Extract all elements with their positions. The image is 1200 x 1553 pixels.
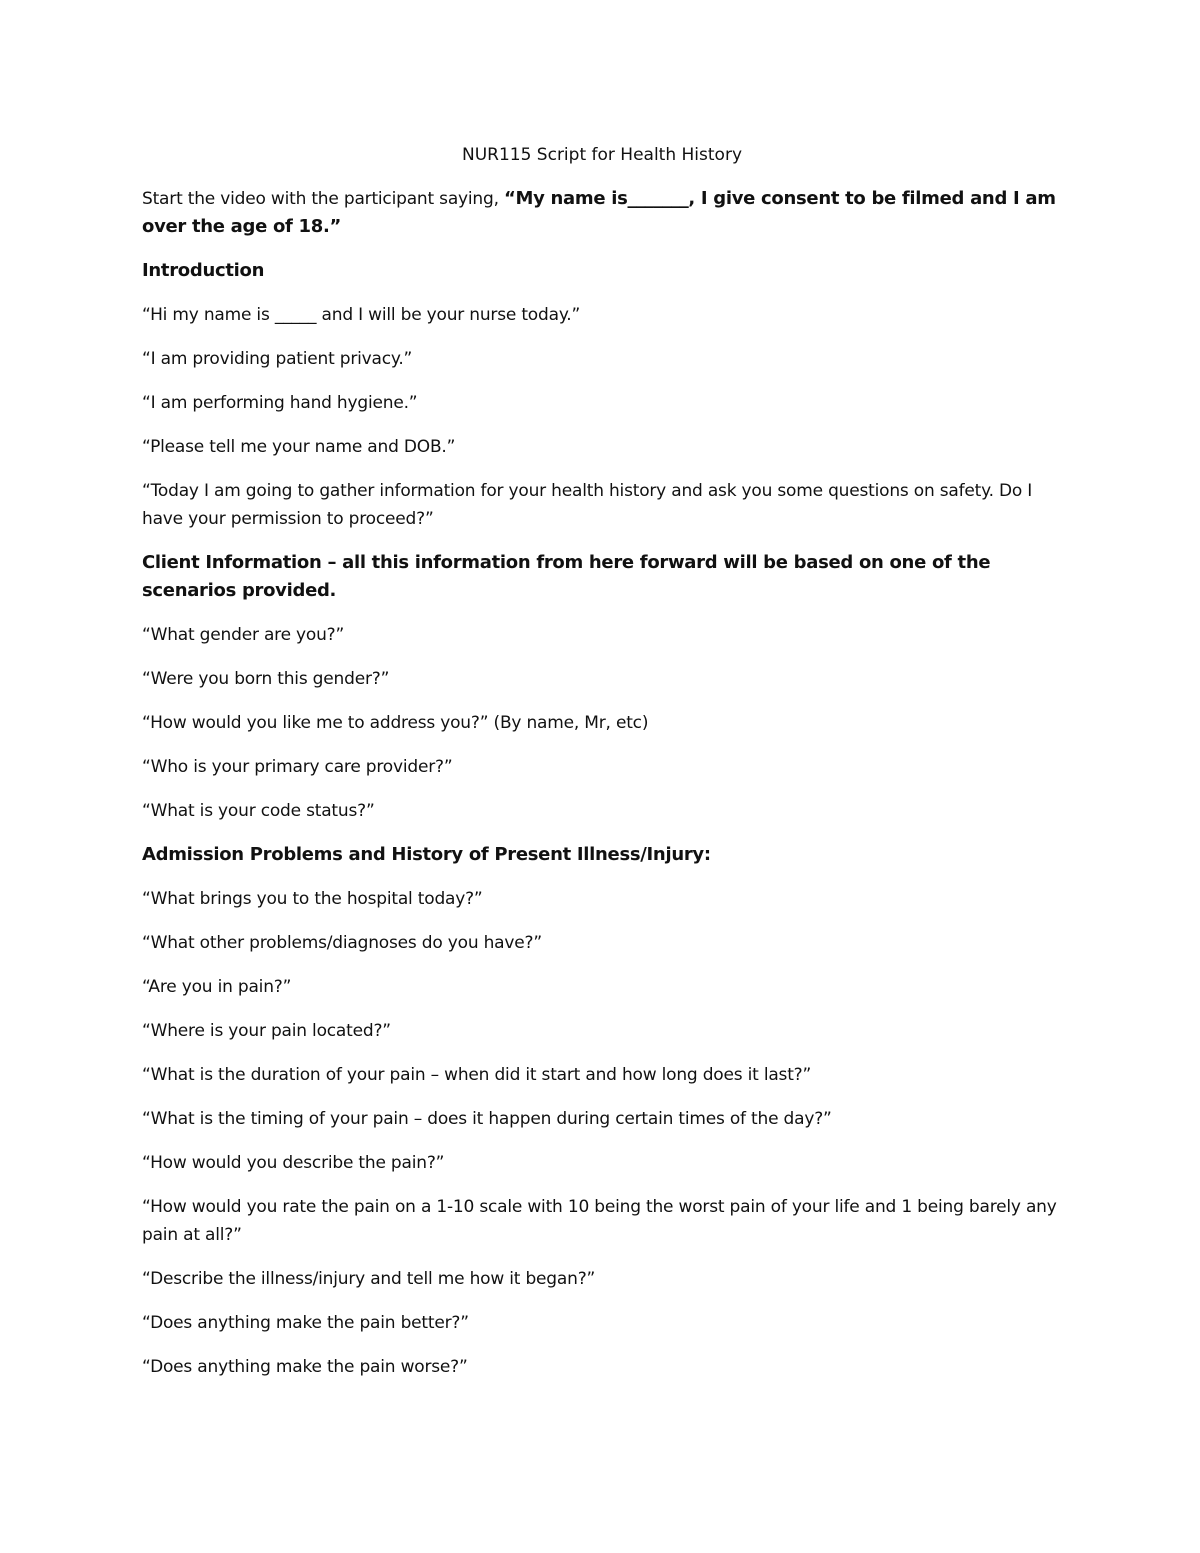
script-line: “Today I am going to gather information for your health history and ask you some questions on safety. Do I have your permission to proceed?” (142, 481, 1033, 529)
script-line: “What is the timing of your pain – does it happen during certain times of the day?” (142, 1109, 832, 1129)
script-line: “What brings you to the hospital today?” (142, 889, 483, 909)
script-line: “Where is your pain located?” (142, 1021, 391, 1041)
section-heading-client-information: Client Information – all this information from here forward will be based on one of the scenarios provided. (142, 552, 991, 601)
script-line: “Please tell me your name and DOB.” (142, 437, 456, 457)
script-line: “What is your code status?” (142, 801, 375, 821)
opening-paragraph (142, 185, 1062, 241)
script-line: “Does anything make the pain better?” (142, 1313, 469, 1333)
script-line: “Does anything make the pain worse?” (142, 1357, 468, 1377)
script-line: “Describe the illness/injury and tell me how it began?” (142, 1269, 596, 1289)
script-line: “How would you rate the pain on a 1-10 scale with 10 being the worst pain of your life and 1 being barely any pain at all?” (142, 1197, 1057, 1245)
opening-quote: “My name is_______, I give consent to be filmed and I am over the age of 18.” (142, 188, 1056, 237)
script-line: “How would you like me to address you?” (By name, Mr, etc) (142, 713, 649, 733)
opening-lead: Start the video with the participant saying, (142, 189, 504, 209)
script-line: “Are you in pain?” (142, 977, 292, 997)
document-body (142, 143, 1062, 1397)
script-line: “What other problems/diagnoses do you have?” (142, 933, 542, 953)
section-heading-admission-problems: Admission Problems and History of Present Illness/Injury: (142, 844, 711, 865)
script-line: “Were you born this gender?” (142, 669, 390, 689)
script-line: “What is the duration of your pain – when did it start and how long does it last?” (142, 1065, 812, 1085)
script-line: “Hi my name is _____ and I will be your nurse today.” (142, 305, 581, 325)
script-line: “I am performing hand hygiene.” (142, 393, 418, 413)
script-line: “I am providing patient privacy.” (142, 349, 413, 369)
script-line: “Who is your primary care provider?” (142, 757, 453, 777)
section-heading-introduction: Introduction (142, 260, 265, 281)
script-line: “How would you describe the pain?” (142, 1153, 445, 1173)
script-line: “What gender are you?” (142, 625, 345, 645)
document-title: NUR115 Script for Health History (461, 145, 743, 165)
